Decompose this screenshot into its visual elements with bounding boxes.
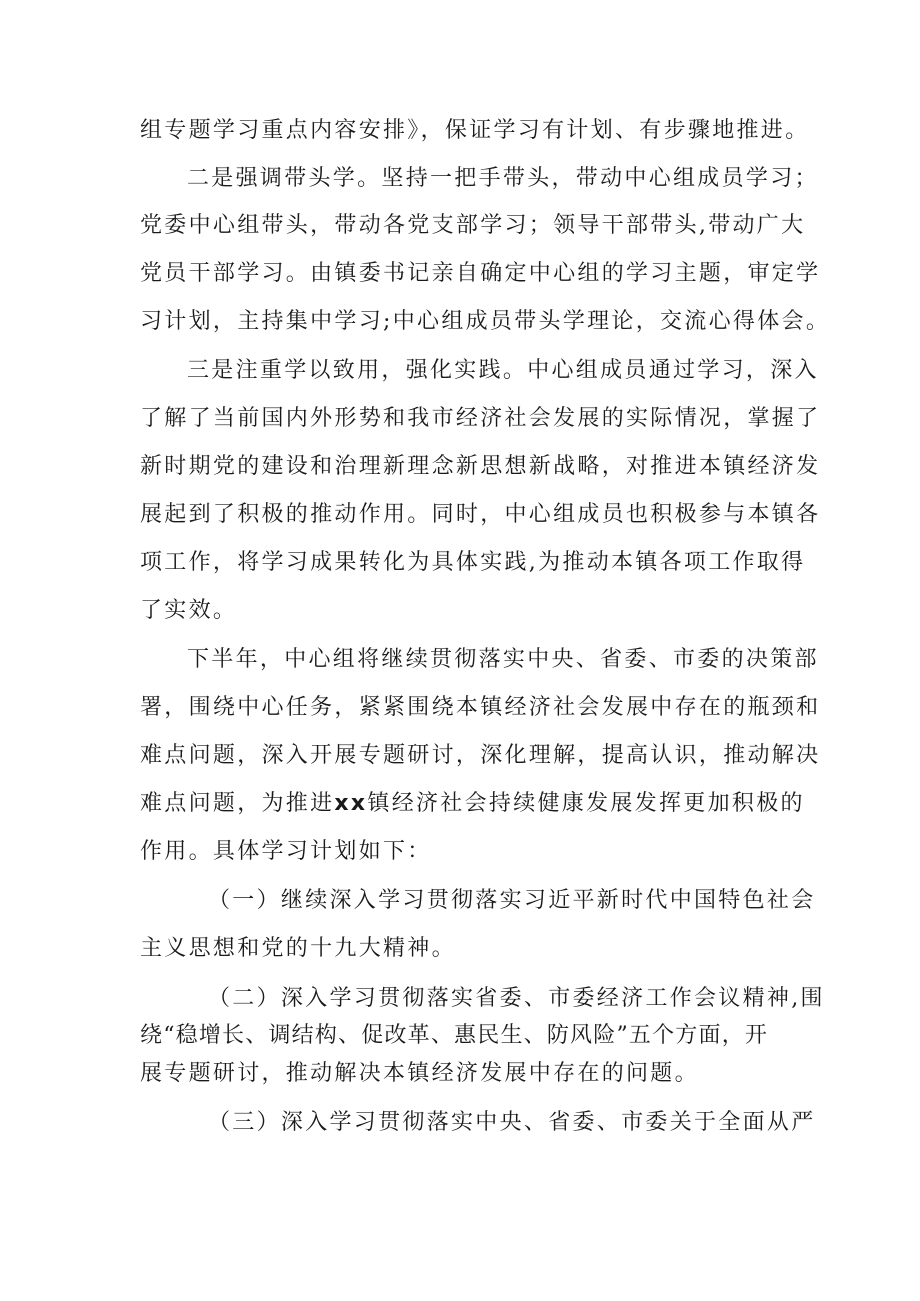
placeholder-town-name: xx [334, 791, 368, 816]
text-line: 了实效。 [140, 598, 238, 623]
text-line: 作用。具体学习计划如下： [140, 839, 432, 864]
text-segment: 难点问题，为推进 [140, 791, 335, 816]
text-line: 主义思想和党的十九大精神。 [140, 936, 456, 961]
text-line: 署，围绕中心任务，紧紧围绕本镇经济社会发展中存在的瓶颈和 [140, 695, 821, 720]
text-line: 组专题学习重点内容安排》，保证学习有计划、有步骤地推进。 [140, 118, 810, 143]
text-segment: 镇经济社会持续健康发展发挥更加积极的 [367, 791, 805, 816]
text-line: （一）继续深入学习贯彻落实习近平新时代中国特色社会 [208, 888, 816, 913]
text-line: 了解了当前国内外形势和我市经济社会发展的实际情况，掌握了 [140, 406, 821, 431]
text-line: 二是强调带头学。坚持一把手带头，带动中心组成员学习； [187, 166, 819, 191]
text-line: （三）深入学习贯彻落实中央、省委、市委关于全面从严 [208, 1110, 816, 1135]
text-line: 绕“稳增长、调结构、促改革、惠民生、防风险”五个方面，开 [140, 1023, 769, 1048]
text-line-mixed [140, 789, 805, 819]
text-line: 三是注重学以致用，强化实践。中心组成员通过学习，深入 [187, 358, 819, 383]
text-line: 项工作，将学习成果转化为具体实践,为推动本镇各项工作取得 [140, 550, 806, 575]
text-line: 下半年，中心组将继续贯彻落实中央、省委、市委的决策部 [187, 647, 819, 672]
text-line: 党员干部学习。由镇委书记亲自确定中心组的学习主题，审定学 [140, 261, 821, 286]
text-line: 展起到了积极的推动作用。同时，中心组成员也积极参与本镇各 [140, 502, 821, 527]
text-line: （二）深入学习贯彻落实省委、市委经济工作会议精神,围 [208, 986, 825, 1011]
text-line: 新时期党的建设和治理新理念新思想新战略，对推进本镇经济发 [140, 454, 821, 479]
text-line: 党委中心组带头，带动各党支部学习；领导干部带头,带动广大 [140, 213, 806, 238]
text-line: 习计划，主持集中学习;中心组成员带头学理论，交流心得体会。 [140, 309, 831, 334]
text-line: 难点问题，深入开展专题研讨，深化理解，提高认识，推动解决 [140, 743, 821, 768]
text-line: 展专题研讨，推动解决本镇经济发展中存在的问题。 [140, 1061, 699, 1086]
